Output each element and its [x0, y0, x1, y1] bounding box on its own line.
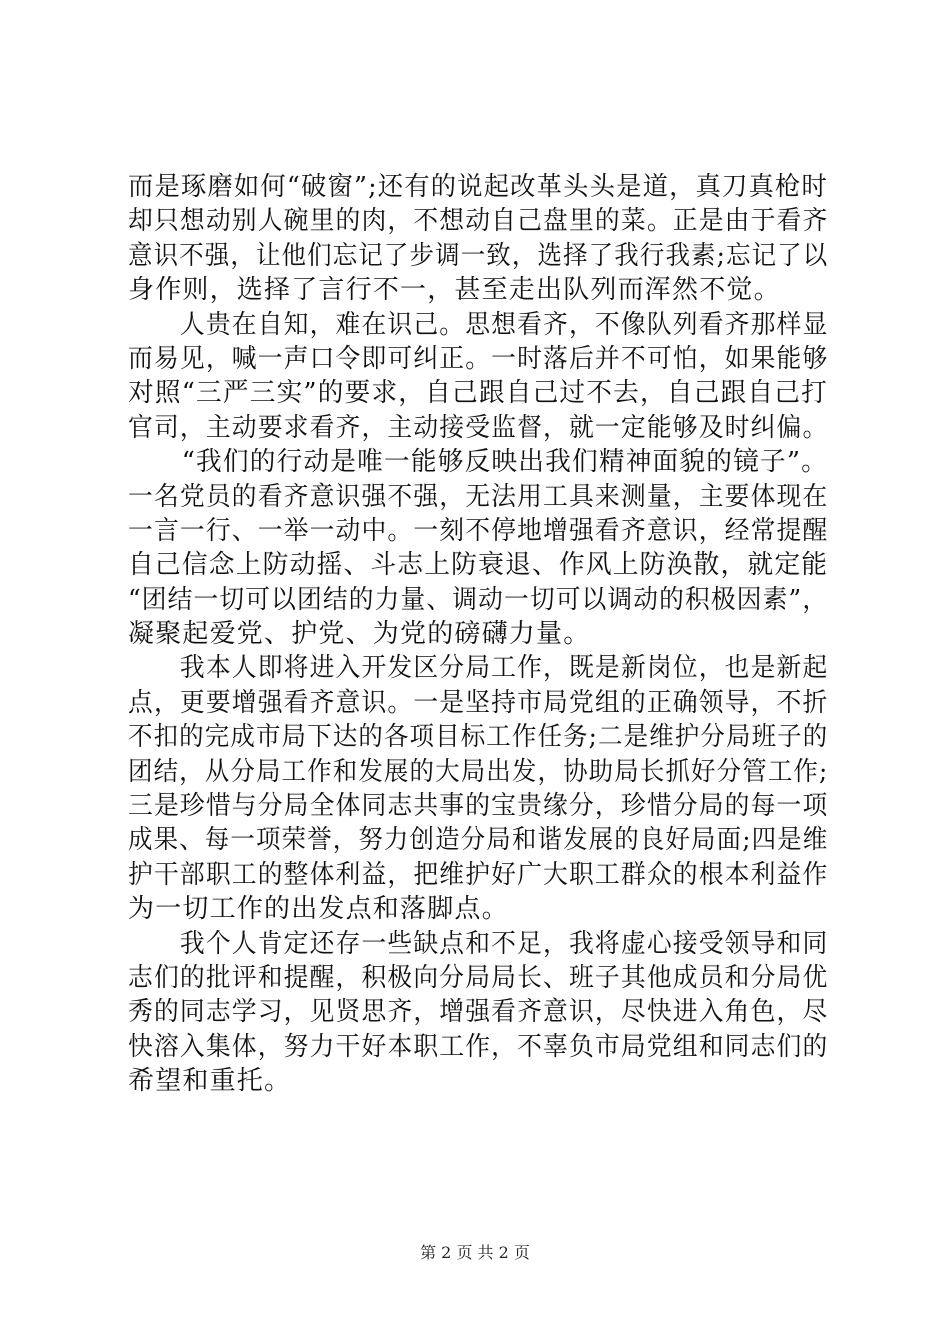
- text-line: 而易见，喊一声口令即可纠正。一时落后并不可怕，如果能够: [128, 343, 829, 374]
- text-line: 官司，主动要求看齐，主动接受监督，就一定能够及时纠偏。: [128, 412, 829, 443]
- text-line: 自己信念上防动摇、斗志上防衰退、作风上防涣散，就定能: [128, 550, 829, 581]
- text-line: 为一切工作的出发点和落脚点。: [128, 894, 509, 925]
- text-line: 我个人肯定还存一些缺点和不足，我将虚心接受领导和同: [128, 928, 829, 959]
- text-line: 三是珍惜与分局全体同志共事的宝贵缘分，珍惜分局的每一项: [128, 791, 829, 822]
- text-line: 不扣的完成市局下达的各项目标工作任务;二是维护分局班子的: [128, 722, 829, 753]
- text-line: 人贵在自知，难在识己。思想看齐，不像队列看齐那样显: [128, 309, 829, 340]
- text-line: 希望和重托。: [128, 1066, 292, 1097]
- text-line: “我们的行动是唯一能够反映出我们精神面貌的镜子”。: [128, 447, 828, 478]
- text-line: 团结，从分局工作和发展的大局出发，协助局长抓好分管工作;: [128, 756, 829, 787]
- body-text: [128, 170, 828, 1099]
- text-line: 对照“三严三实”的要求，自己跟自己过不去，自己跟自己打: [128, 378, 828, 409]
- text-line: 志们的批评和提醒，积极向分局局长、班子其他成员和分局优: [128, 962, 829, 993]
- text-line: “团结一切可以团结的力量、调动一切可以调动的积极因素”，: [128, 584, 829, 615]
- text-line: 凝聚起爱党、护党、为党的磅礴力量。: [128, 619, 591, 650]
- text-line: 快溶入集体，努力干好本职工作，不辜负市局党组和同志们的: [128, 1031, 829, 1062]
- text-line: 而是琢磨如何“破窗”;还有的说起改革头头是道，真刀真枪时: [128, 172, 828, 202]
- text-line: 一名党员的看齐意识强不强，无法用工具来测量，主要体现在: [128, 481, 829, 512]
- text-line: 成果、每一项荣誉，努力创造分局和谐发展的良好局面;四是维: [128, 825, 829, 856]
- text-line: 点，更要增强看齐意识。一是坚持市局党组的正确领导，不折: [128, 687, 829, 718]
- text-line: 意识不强，让他们忘记了步调一致，选择了我行我素;忘记了以: [128, 240, 829, 271]
- text-line: 我本人即将进入开发区分局工作，既是新岗位，也是新起: [128, 653, 829, 684]
- text-line: 身作则，选择了言行不一，甚至走出队列而浑然不觉。: [128, 275, 781, 306]
- text-line: 一言一行、一举一动中。一刻不停地增强看齐意识，经常提醒: [128, 515, 829, 546]
- page-number-footer: 第 2 页 共 2 页: [420, 1243, 530, 1262]
- text-line: 却只想动别人碗里的肉，不想动自己盘里的菜。正是由于看齐: [128, 206, 829, 237]
- text-line: 秀的同志学习，见贤思齐，增强看齐意识，尽快进入角色，尽: [128, 997, 829, 1028]
- text-line: 护干部职工的整体利益，把维护好广大职工群众的根本利益作: [128, 859, 829, 890]
